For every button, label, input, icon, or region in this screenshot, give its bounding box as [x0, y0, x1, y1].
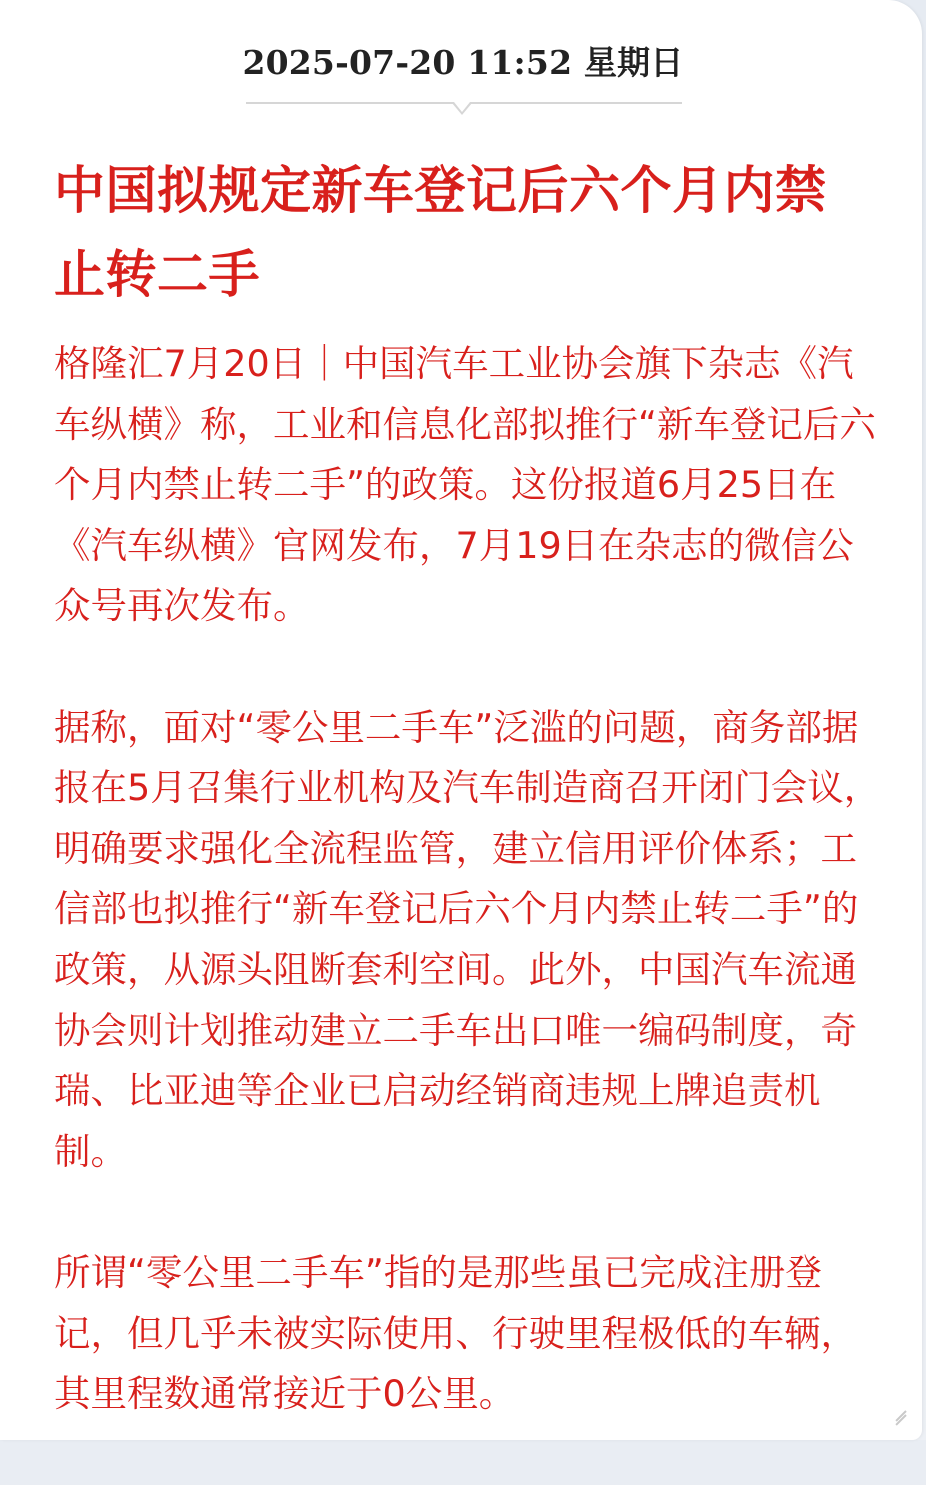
resize-handle-icon[interactable] [892, 1408, 916, 1422]
article-body[interactable] [54, 334, 884, 1485]
datetime-divider-notch [452, 103, 472, 115]
article-paragraph-3: 所谓“零公里二手车”指的是那些虽已完成注册登记，但几乎未被实际使用、行驶里程极低的车辆，其里程数通常接近于0公里。 [54, 1250, 857, 1416]
article-datetime: 2025-07-20 11:52 星期日 [242, 43, 684, 82]
article-title: 中国拟规定新车登记后六个月内禁止转二手 [54, 162, 827, 305]
article-paragraph-2: 据称，面对“零公里二手车”泛滥的问题，商务部据报在5月召集行业机构及汽车制造商召开闭门会议，明确要求强化全流程监管，建立信用评价体系；工信部也拟推行“新车登记后六个月内禁止转二手”的政策，从源头阻断套利空间。此外，中国汽车流通协会则计划推动建立二手车出口唯一编码制度，奇瑞、比亚迪等企业已启动经销商违规上牌追责机制。 [54, 705, 881, 1173]
article-paragraph-1: 格隆汇7月20日｜中国汽车工业协会旗下杂志《汽车纵横》称，工业和信息化部拟推行“新车登记后六个月内禁止转二手”的政策。这份报道6月25日在《汽车纵横》官网发布，7月19日在杂志的微信公众号再次发布。 [54, 342, 876, 628]
